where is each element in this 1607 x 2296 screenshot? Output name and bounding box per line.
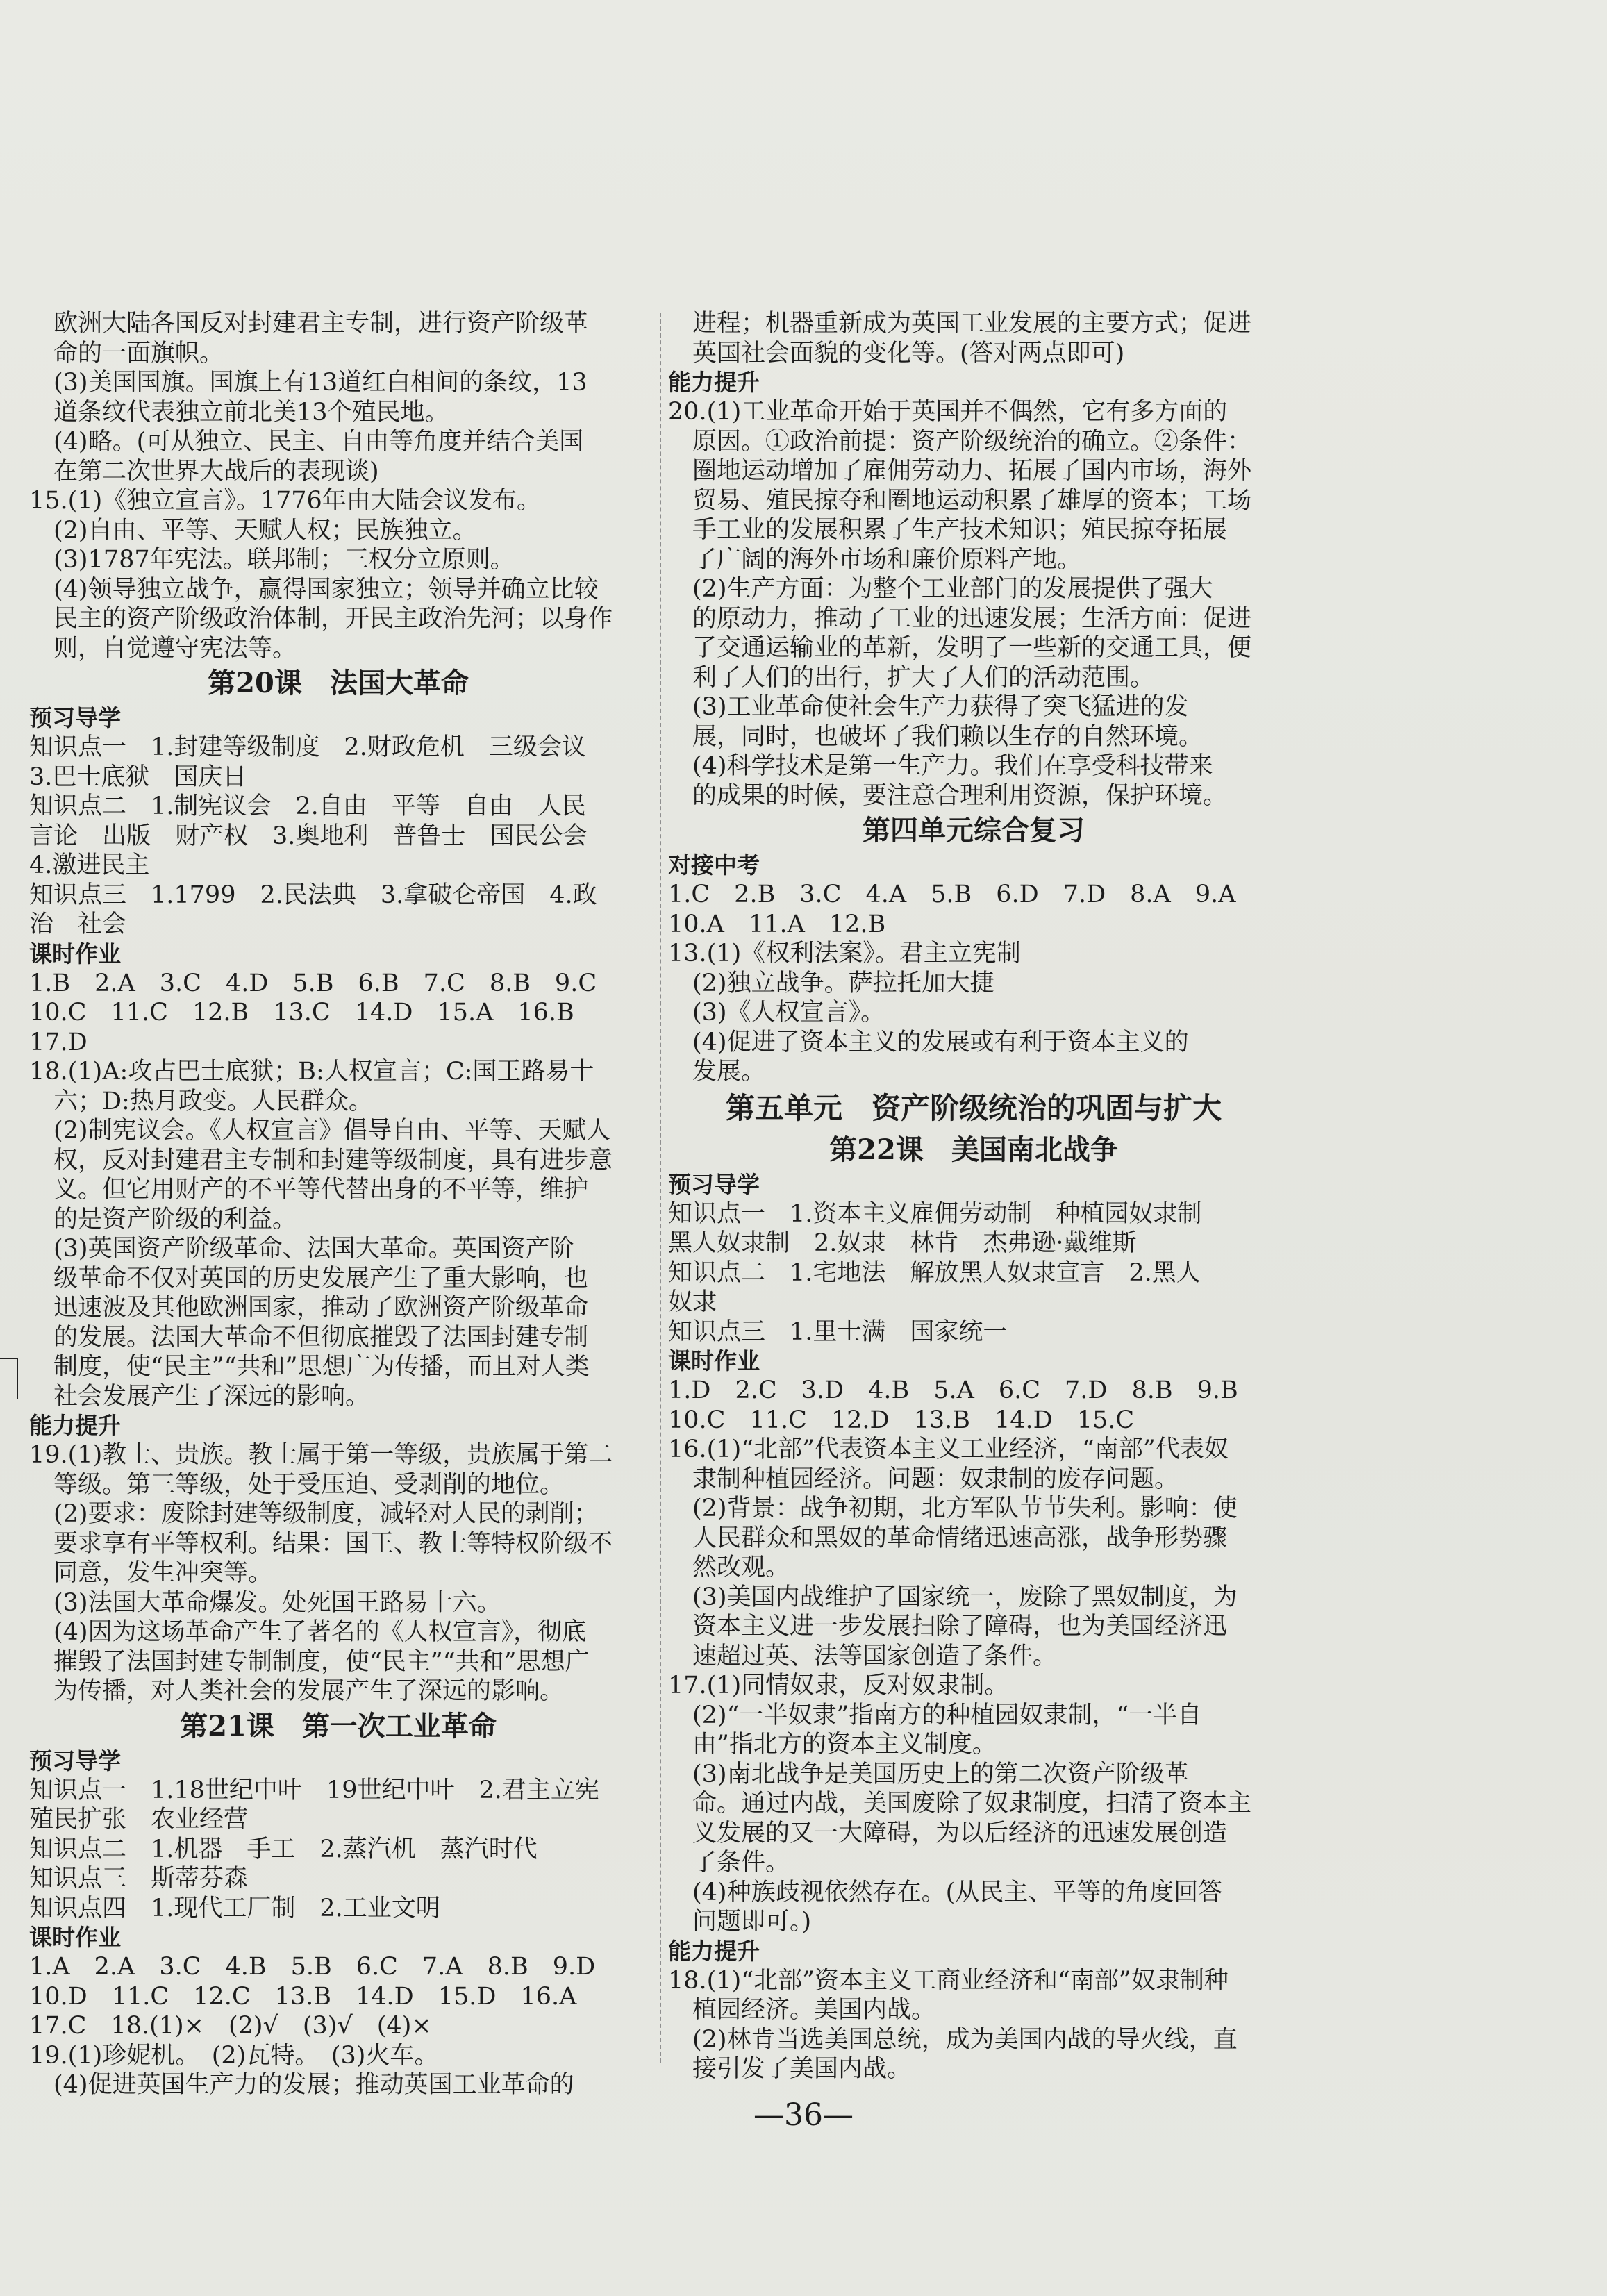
text-line: 进程；机器重新成为英国工业发展的主要方式；促进 — [668, 310, 1252, 338]
text-line: 的是资产阶级的利益。 — [29, 1205, 297, 1233]
text-line: (2)“一半奴隶”指南方的种植园奴隶制，“一半自 — [668, 1701, 1202, 1729]
text-line: 的原动力，推动了工业的迅速发展；生活方面：促进 — [668, 604, 1252, 633]
text-line: 13.(1)《权利法案》。君主立宪制 — [668, 940, 1021, 967]
text-line: 迅速波及其他欧洲国家，推动了欧洲资产阶级革命 — [29, 1294, 589, 1322]
text-line: 的发展。法国大革命不但彻底摧毁了法国封建专制 — [29, 1323, 589, 1351]
text-line: (4)种族歧视依然存在。(从民主、平等的角度回答 — [668, 1878, 1223, 1906]
unit-title: 第五单元 资产阶级统治的巩固与扩大 — [725, 1090, 1222, 1125]
text-line: 言论 出版 财产权 3.奥地利 普鲁士 国民公会 — [29, 822, 588, 850]
page-number: —36— — [753, 2097, 854, 2133]
text-line: 18.(1)A:攻占巴士底狱；B:人权宣言；C:国王路易十 — [29, 1058, 594, 1085]
text-line: 知识点二 1.宅地法 解放黑人奴隶宣言 2.黑人 — [668, 1258, 1201, 1287]
text-line: 制度，使“民主”“共和”思想广为传播，而且对人类 — [29, 1353, 590, 1381]
text-line: (3)南北战争是美国历史上的第二次资产阶级革 — [668, 1760, 1189, 1788]
text-line: 英国社会面貌的变化等。(答对两点即可) — [668, 339, 1125, 367]
section-heading: 课时作业 — [29, 1924, 121, 1951]
text-line: 则，自觉遵守宪法等。 — [29, 634, 297, 663]
text-line: (2)自由、平等、天赋人权；民族独立。 — [29, 516, 477, 544]
section-heading: 课时作业 — [29, 940, 121, 967]
text-line: (4)促进英国生产力的发展；推动英国工业革命的 — [29, 2071, 574, 2099]
lesson-title: 第20课 法国大革命 — [208, 667, 469, 699]
text-line: 由”指北方的资本主义制度。 — [668, 1731, 997, 1758]
text-line: 人民群众和黑奴的革命情绪迅速高涨，战争形势骤 — [668, 1524, 1228, 1552]
text-line: 手工业的发展积累了生产技术知识；殖民掠夺拓展 — [668, 516, 1228, 544]
text-line: (4)领导独立战争，赢得国家独立；领导并确立比较 — [29, 575, 599, 604]
text-line: (2)独立战争。萨拉托加大捷 — [668, 969, 994, 997]
text-line: 了条件。 — [668, 1849, 790, 1877]
text-line: 资本主义进一步发展扫除了障碍，也为美国经济迅 — [668, 1613, 1228, 1640]
text-line: (3)美国国旗。国旗上有13道红白相间的条纹，13 — [29, 369, 588, 397]
text-line: 义发展的又一大障碍，为以后经济的迅速发展创造 — [668, 1819, 1228, 1847]
text-line: 18.(1)“北部”资本主义工商业经济和“南部”奴隶制种 — [668, 1966, 1229, 1995]
text-line: 然改观。 — [668, 1554, 790, 1581]
crop-mark-left — [0, 1358, 18, 1359]
text-line: 黑人奴隶制 2.奴隶 林肯 杰弗逊·戴维斯 — [668, 1229, 1137, 1257]
text-line: 20.(1)工业革命开始于英国并不偶然，它有多方面的 — [668, 398, 1228, 426]
text-line: 接引发了美国内战。 — [668, 2055, 912, 2083]
column-divider — [660, 313, 661, 2063]
text-line: 10.C 11.C 12.D 13.B 14.D 15.C — [668, 1406, 1135, 1434]
text-line: (4)略。(可从独立、民主、自由等角度并结合美国 — [29, 428, 584, 456]
text-line: 植园经济。美国内战。 — [668, 1996, 936, 2024]
text-line: 道条纹代表独立前北美13个殖民地。 — [29, 398, 449, 426]
text-line: (4)促进了资本主义的发展或有利于资本主义的 — [668, 1028, 1189, 1056]
text-line: 知识点四 1.现代工厂制 2.工业文明 — [29, 1894, 440, 1922]
text-line: 19.(1)教士、贵族。教士属于第一等级，贵族属于第二 — [29, 1441, 613, 1469]
text-line: 义。但它用财产的不平等代替出身的不平等，维护 — [29, 1176, 589, 1204]
section-heading: 课时作业 — [668, 1347, 760, 1374]
text-line: 利了人们的出行，扩大了人们的活动范围。 — [668, 663, 1155, 692]
text-line: 知识点一 1.18世纪中叶 19世纪中叶 2.君主立宪 — [29, 1776, 599, 1804]
text-line: 隶制种植园经济。问题：奴隶制的废存问题。 — [668, 1465, 1179, 1493]
section-heading: 预习导学 — [29, 1747, 121, 1774]
text-line: 殖民扩张 农业经营 — [29, 1806, 249, 1833]
text-line: 16.(1)“北部”代表资本主义工业经济，“南部”代表奴 — [668, 1436, 1229, 1463]
text-line: (2)要求：废除封建等级制度，减轻对人民的剥削； — [29, 1500, 599, 1528]
text-line: 命。通过内战，美国废除了奴隶制度，扫清了资本主 — [668, 1790, 1252, 1817]
text-line: 知识点一 1.封建等级制度 2.财政危机 三级会议 — [29, 733, 586, 761]
right-column — [668, 309, 1279, 2084]
text-line: 社会发展产生了深远的影响。 — [29, 1382, 370, 1411]
text-line: (3)工业革命使社会生产力获得了突飞猛进的发 — [668, 693, 1189, 721]
text-line: 知识点二 1.机器 手工 2.蒸汽机 蒸汽时代 — [29, 1835, 538, 1863]
text-line: 欧洲大陆各国反对封建君主专制，进行资产阶级革 — [29, 310, 589, 338]
text-line: 民主的资产阶级政治体制，开民主政治先河；以身作 — [29, 605, 613, 633]
text-line: 10.C 11.C 12.B 13.C 14.D 15.A 16.B — [29, 999, 574, 1026]
text-line: 发展。 — [668, 1058, 766, 1085]
text-line: 要求享有平等权利。结果：国王、教士等特权阶级不 — [29, 1529, 613, 1558]
text-line: (3)《人权宣言》。 — [668, 999, 885, 1026]
lesson-title: 第21课 第一次工业革命 — [180, 1709, 497, 1742]
text-line: 知识点二 1.制宪议会 2.自由 平等 自由 人民 — [29, 792, 586, 820]
text-line: (2)林肯当选美国总统，成为美国内战的导火线，直 — [668, 2025, 1238, 2054]
text-line: 等级。第三等级，处于受压迫、受剥削的地位。 — [29, 1470, 565, 1499]
section-heading: 能力提升 — [668, 1937, 760, 1965]
text-line: 在第二次世界大战后的表现谈) — [29, 457, 379, 485]
text-line: 3.巴士底狱 国庆日 — [29, 763, 247, 791]
text-line: 19.(1)珍妮机。 (2)瓦特。 (3)火车。 — [29, 2041, 439, 2070]
text-line: 10.D 11.C 12.C 13.B 14.D 15.D 16.A — [29, 1982, 577, 2011]
lesson-title: 第四单元综合复习 — [863, 814, 1085, 847]
text-line: 展，同时，也破坏了我们赖以生存的自然环境。 — [668, 722, 1204, 751]
text-line: 了广阔的海外市场和廉价原料产地。 — [668, 545, 1082, 574]
text-line: (2)生产方面：为整个工业部门的发展提供了强大 — [668, 575, 1213, 603]
text-line: 为传播，对人类社会的发展产生了深远的影响。 — [29, 1677, 565, 1705]
text-line: 15.(1)《独立宣言》。1776年由大陆会议发布。 — [29, 487, 541, 515]
text-line: 问题即可。) — [668, 1908, 812, 1936]
text-line: 1.C 2.B 3.C 4.A 5.B 6.D 7.D 8.A 9.A — [668, 881, 1236, 908]
text-line: 1.D 2.C 3.D 4.B 5.A 6.C 7.D 8.B 9.B — [668, 1376, 1238, 1404]
section-heading: 能力提升 — [29, 1412, 121, 1439]
text-line: (3)英国资产阶级革命、法国大革命。英国资产阶 — [29, 1235, 574, 1263]
text-line: 圈地运动增加了雇佣劳动力、拓展了国内市场，海外 — [668, 457, 1252, 485]
text-line: 17.C 18.(1)× (2)√ (3)√ (4)× — [29, 2012, 432, 2040]
text-line: (3)法国大革命爆发。处死国王路易十六。 — [29, 1588, 501, 1617]
crop-mark-left-vertical — [17, 1358, 18, 1399]
lesson-title: 第22课 美国南北战争 — [829, 1133, 1118, 1166]
text-line: 1.B 2.A 3.C 4.D 5.B 6.B 7.C 8.B 9.C — [29, 969, 597, 997]
text-line: 级革命不仅对英国的历史发展产生了重大影响，也 — [29, 1264, 589, 1292]
text-line: (2)背景：战争初期，北方军队节节失利。影响：使 — [668, 1495, 1238, 1522]
text-line: 治 社会 — [29, 910, 127, 938]
text-line: 贸易、殖民掠夺和圈地运动积累了雄厚的资本；工场 — [668, 486, 1252, 515]
section-heading: 能力提升 — [668, 369, 760, 396]
text-line: 知识点三 1.里士满 国家统一 — [668, 1317, 1008, 1346]
text-line: 命的一面旗帜。 — [29, 339, 224, 367]
text-line: (4)因为这场革命产生了著名的《人权宣言》，彻底 — [29, 1618, 587, 1646]
section-heading: 对接中考 — [668, 851, 760, 879]
text-line: 同意，发生冲突等。 — [29, 1559, 273, 1587]
text-line: (4)科学技术是第一生产力。我们在享受科技带来 — [668, 752, 1213, 780]
text-line: 知识点一 1.资本主义雇佣劳动制 种植园奴隶制 — [668, 1199, 1202, 1228]
text-line: 17.(1)同情奴隶，反对奴隶制。 — [668, 1672, 1009, 1699]
text-line: 摧毁了法国封建专制制度，使“民主”“共和”思想广 — [29, 1647, 590, 1676]
text-line: 六；D:热月政变。人民群众。 — [29, 1087, 373, 1115]
text-line: 速超过英、法等国家创造了条件。 — [668, 1642, 1058, 1670]
text-line: 17.D — [29, 1028, 88, 1056]
section-heading: 预习导学 — [668, 1170, 760, 1198]
left-column — [29, 309, 647, 2100]
text-line: 了交通运输业的革新，发明了一些新的交通工具，便 — [668, 634, 1252, 662]
text-line: (3)1787年宪法。联邦制；三权分立原则。 — [29, 546, 515, 574]
text-line: (3)美国内战维护了国家统一，废除了黑奴制度，为 — [668, 1583, 1238, 1611]
text-line: 1.A 2.A 3.C 4.B 5.B 6.C 7.A 8.B 9.D — [29, 1953, 596, 1981]
text-line: 10.A 11.A 12.B — [668, 910, 886, 938]
text-line: (2)制宪议会。《人权宣言》倡导自由、平等、天赋人 — [29, 1117, 611, 1145]
text-line: 原因。①政治前提：资产阶级统治的确立。②条件： — [668, 427, 1252, 456]
text-line: 4.激进民主 — [29, 851, 150, 879]
text-line: 奴隶 — [668, 1288, 717, 1316]
text-line: 知识点三 1.1799 2.民法典 3.拿破仑帝国 4.政 — [29, 881, 597, 909]
text-line: 知识点三 斯蒂芬森 — [29, 1865, 249, 1892]
text-line: 权，反对封建君主专制和封建等级制度，具有进步意 — [29, 1146, 613, 1174]
section-heading: 预习导学 — [29, 704, 121, 731]
text-line: 的成果的时候，要注意合理利用资源，保护环境。 — [668, 781, 1228, 810]
